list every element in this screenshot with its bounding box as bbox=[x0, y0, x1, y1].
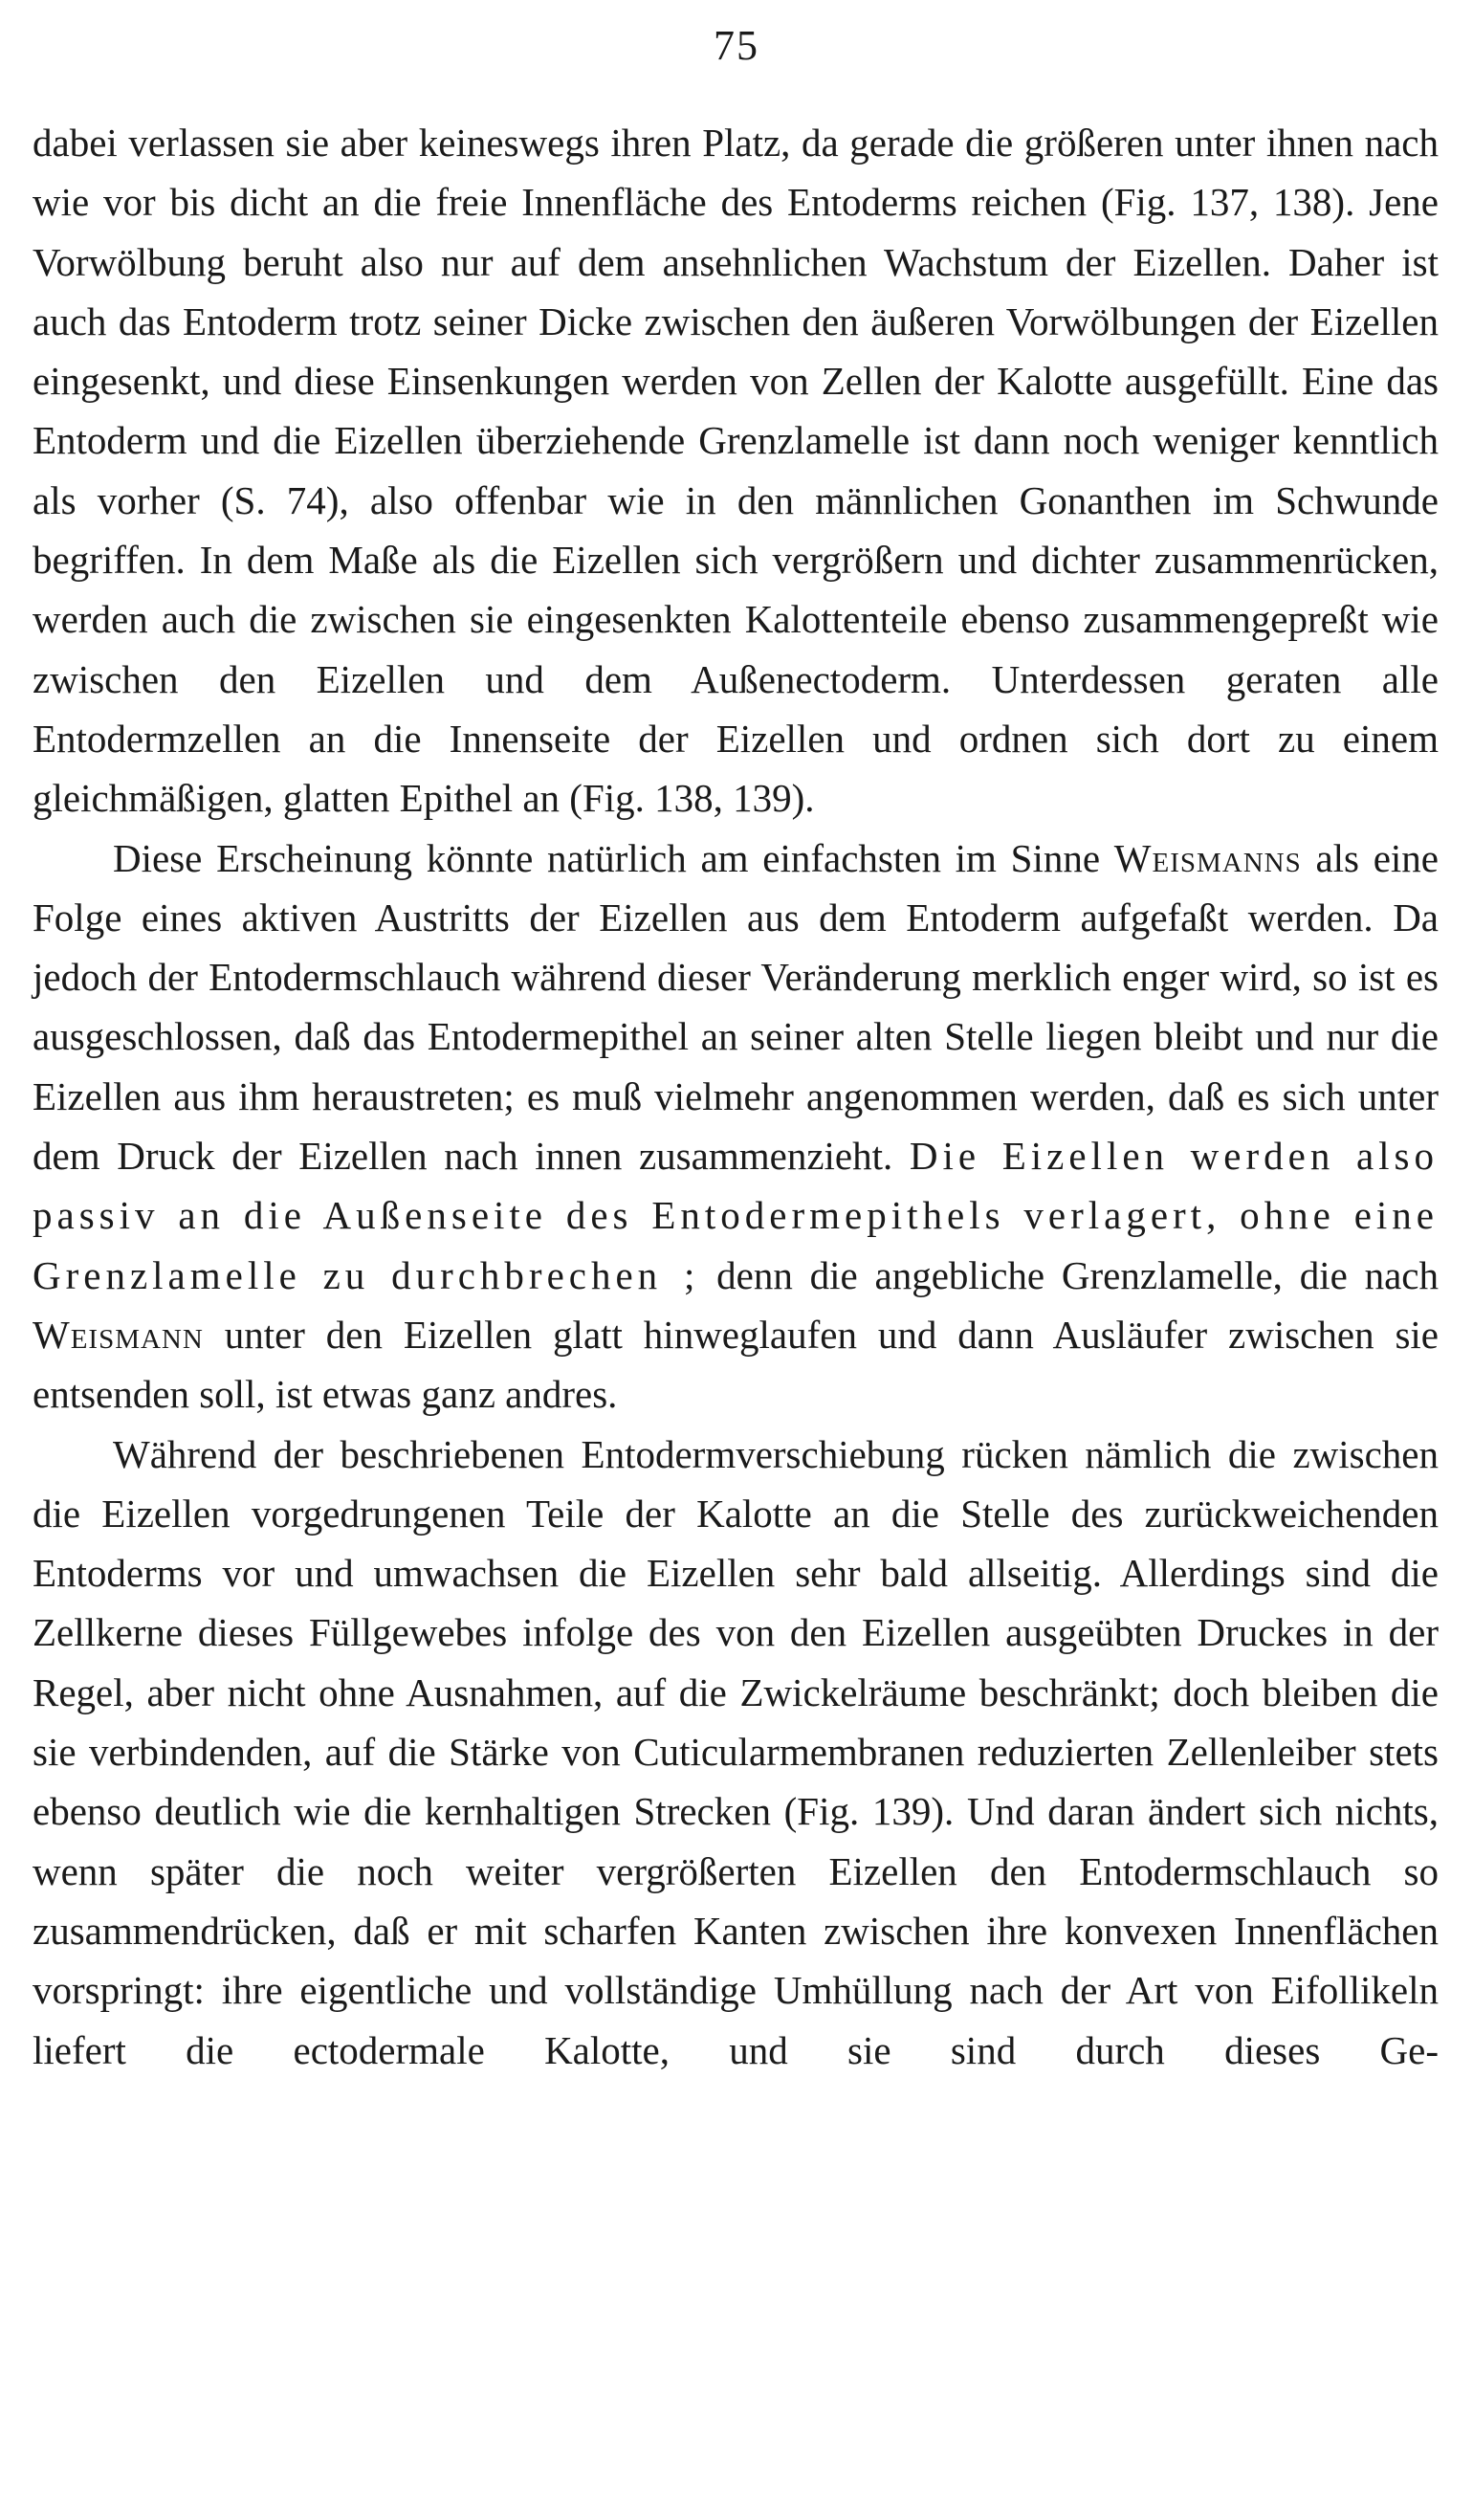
paragraph-2-text-1: Diese Erscheinung könnte natürlich am einfachsten im Sinne bbox=[113, 835, 1101, 880]
paragraph-3-text: Während der beschriebenen Entodermverschiebung rücken nämlich die zwischen die Eizellen vorgedrungenen Teile der Kalotte an die Stelle des zurückweichenden Entoderms vor und umwachsen die Eizellen sehr bald allseitig. Allerdings sind die Zellkerne dieses Füllgewebes infolge des von den Eizellen ausgeübten Druckes in der Regel, aber nicht ohne Ausnahmen, auf die Zwickelräume beschränkt; doch bleiben die sie verbindenden, auf die Stärke von Cuticularmembranen reduzierten Zellenleiber stets ebenso deutlich wie die kernhaltigen Strecken (Fig. 139). Und daran ändert sich nichts, wenn später die noch weiter vergrößerten Eizellen den Entodermschlauch so zusammendrücken, daß er mit scharfen Kanten zwischen ihre konvexen Innenflächen vorspringt: ihre eigentliche und vollständige Umhüllung nach der Art von Eifollikeln liefert die ectodermale Kalotte, und sie sind durch dieses Ge- bbox=[33, 1431, 1439, 2072]
paragraph-2 bbox=[33, 829, 1439, 1425]
paragraph-3 bbox=[33, 1425, 1439, 2080]
paragraph-1-text: dabei verlassen sie aber keineswegs ihren Platz, da gerade die größeren unter ihnen nach wie vor bis dicht an die freie Innenfläche des Entoderms reichen (Fig. 137, 138). Jene Vorwölbung beruht also nur auf dem ansehnlichen Wachstum der Eizellen. Daher ist auch das Entoderm trotz seiner Dicke zwischen den äußeren Vorwölbungen der Eizellen eingesenkt, und diese Einsenkungen werden von Zellen der Kalotte ausgefüllt. Eine das Entoderm und die Eizellen überziehende Grenzlamelle ist dann noch weniger kenntlich als vorher (S. 74), also offenbar wie in den männlichen Gonanthen im Schwunde begriffen. In dem Maße als die Eizellen sich vergrößern und dichter zusammenrücken, werden auch die zwischen sie eingesenkten Kalottenteile ebenso zusammengepreßt wie zwischen den Eizellen und dem Außenectoderm. Unterdessen geraten alle Entodermzellen an die Innenseite der Eizellen und ordnen sich dort zu einem gleichmäßigen, glatten Epithel an (Fig. 138, 139). bbox=[33, 121, 1439, 821]
paragraph-2-text-4: unter den Eizellen glatt hinweglaufen und dann Ausläufer zwischen sie entsenden soll, ist etwas ganz andres. bbox=[33, 1312, 1439, 1417]
emphasized-spaced-text: Die Eizellen werden also passiv an die Außenseite des Entodermepithels verlagert, ohne eine Grenzlamelle zu durchbrechen ; bbox=[33, 1134, 1439, 1297]
body-text bbox=[33, 113, 1439, 2080]
author-name-weismann: Weismann bbox=[33, 1312, 204, 1357]
paragraph-1 bbox=[33, 113, 1439, 829]
author-name-weismanns: Weismanns bbox=[1113, 835, 1302, 880]
paragraph-2-text-2: als eine Folge eines aktiven Austritts der Eizellen aus dem Entoderm aufgefaßt werden. Da jedoch der Entodermschlauch während dieser Veränderung merklich enger wird, so ist es ausgeschlossen, daß das Entodermepithel an seiner alten Stelle liegen bleibt und nur die Eizellen aus ihm heraustreten; es muß vielmehr angenommen werden, daß es sich unter dem Druck der Eizellen nach innen zusammenzieht. bbox=[33, 835, 1439, 1179]
page-number: 75 bbox=[714, 22, 759, 69]
paragraph-2-text-3: denn die angebliche Grenzlamelle, die nach bbox=[716, 1252, 1439, 1297]
